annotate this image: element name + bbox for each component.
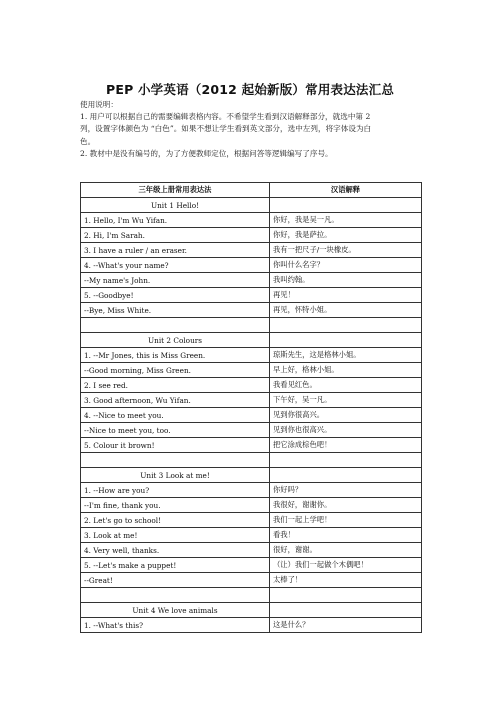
empty-cell xyxy=(270,453,422,468)
english-expression: --I'm fine, thank you. xyxy=(81,498,270,513)
expression-table xyxy=(80,182,422,633)
table-row xyxy=(81,423,422,438)
chinese-translation: 太棒了！ xyxy=(270,573,422,588)
empty-cell xyxy=(270,318,422,333)
header-english: 三年级上册常用表达法 xyxy=(81,183,270,198)
english-expression: 4. --Nice to meet you. xyxy=(81,408,270,423)
chinese-translation: 琼斯先生，这是格林小姐。 xyxy=(270,348,422,363)
table-body xyxy=(81,198,422,633)
table-row xyxy=(81,243,422,258)
chinese-translation: （让）我们一起做个木偶吧！ xyxy=(270,558,422,573)
english-expression: --Great! xyxy=(81,573,270,588)
unit-heading-row xyxy=(81,198,422,213)
english-expression: 4. Very well, thanks. xyxy=(81,543,270,558)
empty-cell xyxy=(81,588,270,603)
notes-line: 列，设置字体颜色为 “白色”。如果不想让学生看到英文部分，选中左列，将字体设为白 xyxy=(80,124,372,134)
english-expression: 1. Hello, I'm Wu Yifan. xyxy=(81,213,270,228)
empty-cell xyxy=(81,318,270,333)
english-expression: --Nice to meet you, too. xyxy=(81,423,270,438)
chinese-translation: 很好，谢谢。 xyxy=(270,543,422,558)
chinese-translation: 我很好，谢谢你。 xyxy=(270,498,422,513)
english-expression: 3. I have a ruler / an eraser. xyxy=(81,243,270,258)
chinese-translation: 你好，我是萨拉。 xyxy=(270,228,422,243)
chinese-translation: 你好吗？ xyxy=(270,483,422,498)
notes-line: 2. 教材中是没有编号的，为了方便教师定位，根据问答等逻辑编写了序号。 xyxy=(80,148,333,158)
english-expression: 2. Let's go to school! xyxy=(81,513,270,528)
unit-heading: Unit 2 Colours xyxy=(81,333,270,348)
chinese-translation: 我有一把尺子/一块橡皮。 xyxy=(270,243,422,258)
notes-line: 1. 用户可以根据自己的需要编辑表格内容。不希望学生看到汉语解释部分，就选中第 2 xyxy=(80,112,371,122)
table-row xyxy=(81,543,422,558)
chinese-translation: 我看见红色。 xyxy=(270,378,422,393)
english-expression: 1. --What's this? xyxy=(81,618,270,633)
table-row xyxy=(81,498,422,513)
table-row xyxy=(81,288,422,303)
table-row xyxy=(81,363,422,378)
unit-heading: Unit 1 Hello! xyxy=(81,198,270,213)
chinese-translation: 见到你也很高兴。 xyxy=(270,423,422,438)
notes-line: 色。 xyxy=(80,136,96,146)
chinese-translation: 这是什么？ xyxy=(270,618,422,633)
blank-row xyxy=(81,318,422,333)
english-expression: 3. Look at me! xyxy=(81,528,270,543)
table-row xyxy=(81,438,422,453)
english-expression: 2. Hi, I'm Sarah. xyxy=(81,228,270,243)
english-expression: 5. --Goodbye! xyxy=(81,288,270,303)
table-row xyxy=(81,573,422,588)
chinese-translation: 你好，我是吴一凡。 xyxy=(270,213,422,228)
english-expression: --Bye, Miss White. xyxy=(81,303,270,318)
table-header-row xyxy=(81,183,422,198)
table-row xyxy=(81,393,422,408)
unit-heading: Unit 3 Look at me! xyxy=(81,468,270,483)
english-expression: 5. --Let's make a puppet! xyxy=(81,558,270,573)
chinese-translation: 我叫约翰。 xyxy=(270,273,422,288)
chinese-translation: 我们一起上学吧！ xyxy=(270,513,422,528)
unit-heading: Unit 4 We love animals xyxy=(81,603,270,618)
table-row xyxy=(81,483,422,498)
chinese-translation: 你叫什么名字？ xyxy=(270,258,422,273)
chinese-translation: 下午好，吴一凡。 xyxy=(270,393,422,408)
chinese-translation: 早上好，格林小姐。 xyxy=(270,363,422,378)
table-row xyxy=(81,378,422,393)
chinese-translation: 把它涂成棕色吧！ xyxy=(270,438,422,453)
chinese-translation: 见到你很高兴。 xyxy=(270,408,422,423)
empty-cell xyxy=(270,198,422,213)
notes-heading: 使用说明： xyxy=(80,100,118,109)
english-expression: 5. Colour it brown! xyxy=(81,438,270,453)
english-expression: --My name's John. xyxy=(81,273,270,288)
chinese-translation: 看我！ xyxy=(270,528,422,543)
chinese-translation: 再见！ xyxy=(270,288,422,303)
english-expression: 3. Good afternoon, Wu Yifan. xyxy=(81,393,270,408)
table-row xyxy=(81,303,422,318)
table-row xyxy=(81,273,422,288)
english-expression: 1. --How are you? xyxy=(81,483,270,498)
english-expression: 1. --Mr Jones, this is Miss Green. xyxy=(81,348,270,363)
document-title: PEP 小学英语（2012 起始新版）常用表达法汇总 xyxy=(105,82,395,97)
table-row xyxy=(81,408,422,423)
unit-heading-row xyxy=(81,603,422,618)
table-row xyxy=(81,513,422,528)
chinese-translation: 再见，怀特小姐。 xyxy=(270,303,422,318)
table-row xyxy=(81,228,422,243)
english-expression: 4. --What's your name? xyxy=(81,258,270,273)
empty-cell xyxy=(81,453,270,468)
english-expression: --Good morning, Miss Green. xyxy=(81,363,270,378)
empty-cell xyxy=(270,603,422,618)
table-row xyxy=(81,528,422,543)
header-chinese: 汉语解释 xyxy=(270,183,422,198)
usage-notes xyxy=(80,99,422,160)
table-row xyxy=(81,258,422,273)
table-row xyxy=(81,348,422,363)
table-row xyxy=(81,558,422,573)
table-row xyxy=(81,213,422,228)
empty-cell xyxy=(270,333,422,348)
table-row xyxy=(81,618,422,633)
empty-cell xyxy=(270,468,422,483)
blank-row xyxy=(81,453,422,468)
unit-heading-row xyxy=(81,333,422,348)
english-expression: 2. I see red. xyxy=(81,378,270,393)
unit-heading-row xyxy=(81,468,422,483)
empty-cell xyxy=(270,588,422,603)
blank-row xyxy=(81,588,422,603)
